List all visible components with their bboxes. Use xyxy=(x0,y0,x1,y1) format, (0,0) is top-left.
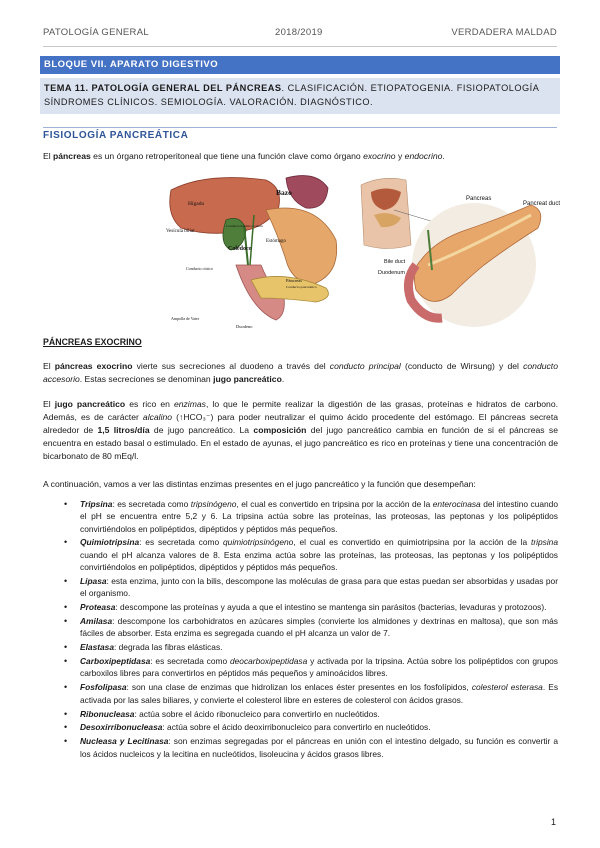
bullet-icon: • xyxy=(64,642,68,653)
text-bold: jugo pancreático xyxy=(54,399,126,409)
label-pancreas-en: Pancreas xyxy=(466,196,492,202)
enzyme-name: Ribonucleasa xyxy=(80,708,135,719)
enzyme-item xyxy=(64,498,558,535)
text-italic: conducto principal xyxy=(329,361,401,371)
enzyme-item xyxy=(64,721,558,733)
header-year: 2018/2019 xyxy=(275,27,323,38)
enzyme-item xyxy=(64,601,558,613)
text-run: (↑HCO₃⁻) para poder neutralizar el quimo ácido procedente del estómago. El páncreas secreta alrededor de xyxy=(43,412,558,435)
text-run: (conducto de Wirsung) y del xyxy=(400,361,524,371)
text-run: , lo que le permite realizar la digestión de las grasas, proteínas e hidratos de carbono. Además, es de carácter xyxy=(43,399,558,422)
enzyme-text: : son enzimas segregadas por el páncreas en unión con el intestino delgado, su función es convertir a los ácidos nucleicos y la lecitina en nucleótidos, lisoleucina y ácidos grasos libres. xyxy=(80,736,558,759)
label-estomago: Estómago xyxy=(266,239,286,244)
enzyme-name: Lipasa xyxy=(80,575,107,586)
bullet-icon: • xyxy=(64,722,68,733)
enzyme-text: : es secretada como xyxy=(150,656,230,667)
enzyme-text: . Es activada por las sales biliares, y convierte el colesterol libre en esteres de colesterol con ácidos grasos. xyxy=(80,682,559,705)
enzyme-name: Elastasa xyxy=(80,642,114,653)
paragraph-exocrine-secretion xyxy=(43,360,558,386)
enzyme-text: : descompone los carbohidratos en azúcares simples (convierte los almidones y dextrinas en maltosa), que son más fáciles de absorber. Esta enzima es segregada cuando el pH alcanza un valor de 7. xyxy=(80,616,558,639)
topic-subtitle: . CLASIFICACIÓN. ETIOPATOGENIA. FISIOPATOLOGÍA SÍNDROMES CLÍNICOS. SEMIOLOGÍA. VALORACIÓN. DIAGNÓSTICO. xyxy=(44,83,539,107)
enzyme-text: y activada por la tripsina. Actúa sobre los polipéptidos con grupos carboxilos libres para convertirlos en péptidos más pequeños y aminoácidos libres. xyxy=(80,656,558,679)
enzyme-name: Carboxipeptidasa xyxy=(80,656,151,667)
label-pancreat-duct: Pancreat duct xyxy=(523,201,561,207)
enzyme-name: Desoxirribonucleasa xyxy=(80,722,163,733)
enzyme-item xyxy=(64,575,558,600)
enzyme-item xyxy=(64,681,558,706)
exocrine-heading: PÁNCREAS EXOCRINO xyxy=(43,337,142,347)
text-run: es un órgano retroperitoneal que tiene una función clave como órgano xyxy=(90,151,364,161)
enzyme-item xyxy=(64,536,558,573)
enzyme-list xyxy=(64,498,558,761)
label-conducto-cistico: Conducto cístico xyxy=(186,266,213,271)
topic-title: TEMA 11. PATOLOGÍA GENERAL DEL PÁNCREAS xyxy=(44,83,282,93)
enzyme-item xyxy=(64,615,558,640)
enzyme-text: : es secretada como xyxy=(112,499,191,509)
text-run: El xyxy=(43,399,55,409)
label-higado: Hígado xyxy=(188,201,205,207)
header-divider xyxy=(43,46,557,47)
bullet-icon: • xyxy=(64,656,68,667)
bullet-icon: • xyxy=(64,682,68,693)
enzyme-name: Fosfolipasa xyxy=(80,682,127,693)
enzyme-text: : actúa sobre el ácido ribonucleico para convertirlo en nucleótidos. xyxy=(134,708,380,719)
enzyme-italic: quimiotripsinógeno xyxy=(223,537,294,548)
text-run: vierte sus secreciones al duodeno a través del xyxy=(132,361,330,371)
enzyme-text: , el cual es convertido en quimiotripsina por la acción de la xyxy=(293,537,531,548)
section-title: FISIOLOGÍA PANCREÁTICA xyxy=(43,130,189,141)
text-bold: 1,5 litros/día xyxy=(97,425,150,435)
text-italic: endocrino xyxy=(404,151,443,161)
enzyme-text: : actúa sobre el ácido deoxirribonucleico para convertirlo en nucleótidos. xyxy=(162,722,431,733)
label-bile-duct: Bile duct xyxy=(384,259,406,265)
block-title-bar: BLOQUE VII. APARATO DIGESTIVO xyxy=(40,56,560,74)
enzyme-item xyxy=(64,641,558,653)
right-anatomy-illustration xyxy=(361,178,560,327)
text-run: de jugo pancreático. La xyxy=(149,425,254,435)
label-duodeno: Duodeno xyxy=(236,324,253,329)
text-run: del jugo pancreático cambia en función de si el páncreas se encuentra en estado basal o estimulado. En el estado de ayunas, el jugo pancreático es rico en proteínas y tiene una concentración de bicarbonato de 80 mEq/l. xyxy=(43,425,558,461)
bullet-icon: • xyxy=(64,708,68,719)
enzyme-item xyxy=(64,735,558,760)
intro-paragraph xyxy=(43,150,558,163)
enzyme-text: , el cual es convertido en tripsina por la acción de la xyxy=(236,499,433,509)
header-course: PATOLOGÍA GENERAL xyxy=(43,27,149,38)
text-bold: páncreas xyxy=(53,151,91,161)
text-italic: conducto accesorio xyxy=(43,361,558,384)
label-coledoco: Colédoco xyxy=(228,246,252,252)
enzyme-italic: colesterol esterasa xyxy=(471,682,543,693)
section-divider xyxy=(43,127,557,128)
enzyme-text: : descompone las proteínas y ayuda a que el intestino se mantenga sin parásitos (bacterias, levaduras y protozoos). xyxy=(115,602,547,613)
enzyme-text: : es secretada como xyxy=(139,537,223,548)
text-italic: alcalino xyxy=(142,412,173,422)
text-run: . Estas secreciones se denominan xyxy=(79,374,214,384)
label-ampolla: Ampolla de Vater xyxy=(171,316,200,321)
label-vesicula: Vesícula biliar xyxy=(166,229,195,234)
enzyme-italic: tripsina xyxy=(531,537,558,548)
label-pancreas-es: Páncreas xyxy=(286,278,302,283)
enzyme-text: cuando el pH alcanza valores de 8. Esta enzima actúa sobre las proteínas, las proteosas, las peptonas y los polipéptidos convirtiéndolos en polipéptidos, dipéptidos y péptidos más pequeños. xyxy=(80,549,558,573)
label-bazo: Bazo xyxy=(276,188,292,197)
paragraph-pancreatic-juice xyxy=(43,398,558,463)
anatomy-figures xyxy=(166,170,566,330)
enzyme-item xyxy=(64,708,558,720)
bullet-icon: • xyxy=(64,736,68,747)
header-author: VERDADERA MALDAD xyxy=(451,27,557,38)
left-anatomy-illustration xyxy=(166,176,337,329)
enzyme-text: : degrada las fibras elásticas. xyxy=(114,642,223,653)
enzyme-italic: deocarboxipeptidasa xyxy=(229,656,308,667)
enzyme-text: : son una clase de enzimas que hidrolizan los enlaces éster presentes en los fosfolípidos, xyxy=(126,682,472,693)
text-bold: jugo pancreático xyxy=(213,374,282,384)
text-italic: exocrino xyxy=(363,151,396,161)
enzyme-item xyxy=(64,655,558,680)
label-conducto-hepatico: Conducto hepático común xyxy=(226,224,263,228)
enzyme-name: Quimiotripsina xyxy=(80,537,140,548)
text-bold: composición xyxy=(253,425,307,435)
label-conducto-pancreatico: Conducto pancreático xyxy=(286,285,317,289)
enzyme-text: : esta enzima, junto con la bilis, descompone las moléculas de grasa para que estas puedan ser absorbidas y usadas por el organismo. xyxy=(80,575,558,599)
enzyme-name: Amilasa xyxy=(80,616,113,627)
topic-box xyxy=(40,78,560,114)
enzyme-name: Proteasa xyxy=(80,602,116,613)
enzyme-name: Tripsina xyxy=(80,499,113,509)
bullet-icon: • xyxy=(64,537,68,548)
label-duodenum: Duodenum xyxy=(378,270,405,276)
text-italic: enzimas xyxy=(173,399,206,409)
enzyme-italic: enterocinasa xyxy=(432,499,481,509)
paragraph-enzymes-intro: A continuación, vamos a ver las distintas enzimas presentes en el jugo pancreático y la función que desempeñan: xyxy=(43,479,476,489)
text-run: y xyxy=(395,151,405,161)
bullet-icon: • xyxy=(64,616,68,627)
bullet-icon: • xyxy=(64,499,68,509)
text-run: . xyxy=(442,151,445,161)
text-run: El xyxy=(43,361,55,371)
enzyme-italic: tripsinógeno xyxy=(190,499,237,509)
text-run: . xyxy=(281,374,285,384)
enzyme-text: del intestino cuando el pH se encuentra entre 5,2 y 6. La tripsina actúa sobre las proteínas, las proteosas, las peptonas y los polipéptidos convirtiéndolos en polipéptidos, dipéptidos y péptidos más pequeños. xyxy=(80,499,558,534)
bullet-icon: • xyxy=(64,602,68,613)
enzyme-name: Nucleasa y Lecitinasa xyxy=(80,736,169,747)
bullet-icon: • xyxy=(64,575,68,586)
text-run: El xyxy=(43,151,54,161)
text-run: es rico en xyxy=(125,399,174,409)
text-bold: páncreas exocrino xyxy=(54,361,133,371)
page-number: 1 xyxy=(550,817,556,827)
